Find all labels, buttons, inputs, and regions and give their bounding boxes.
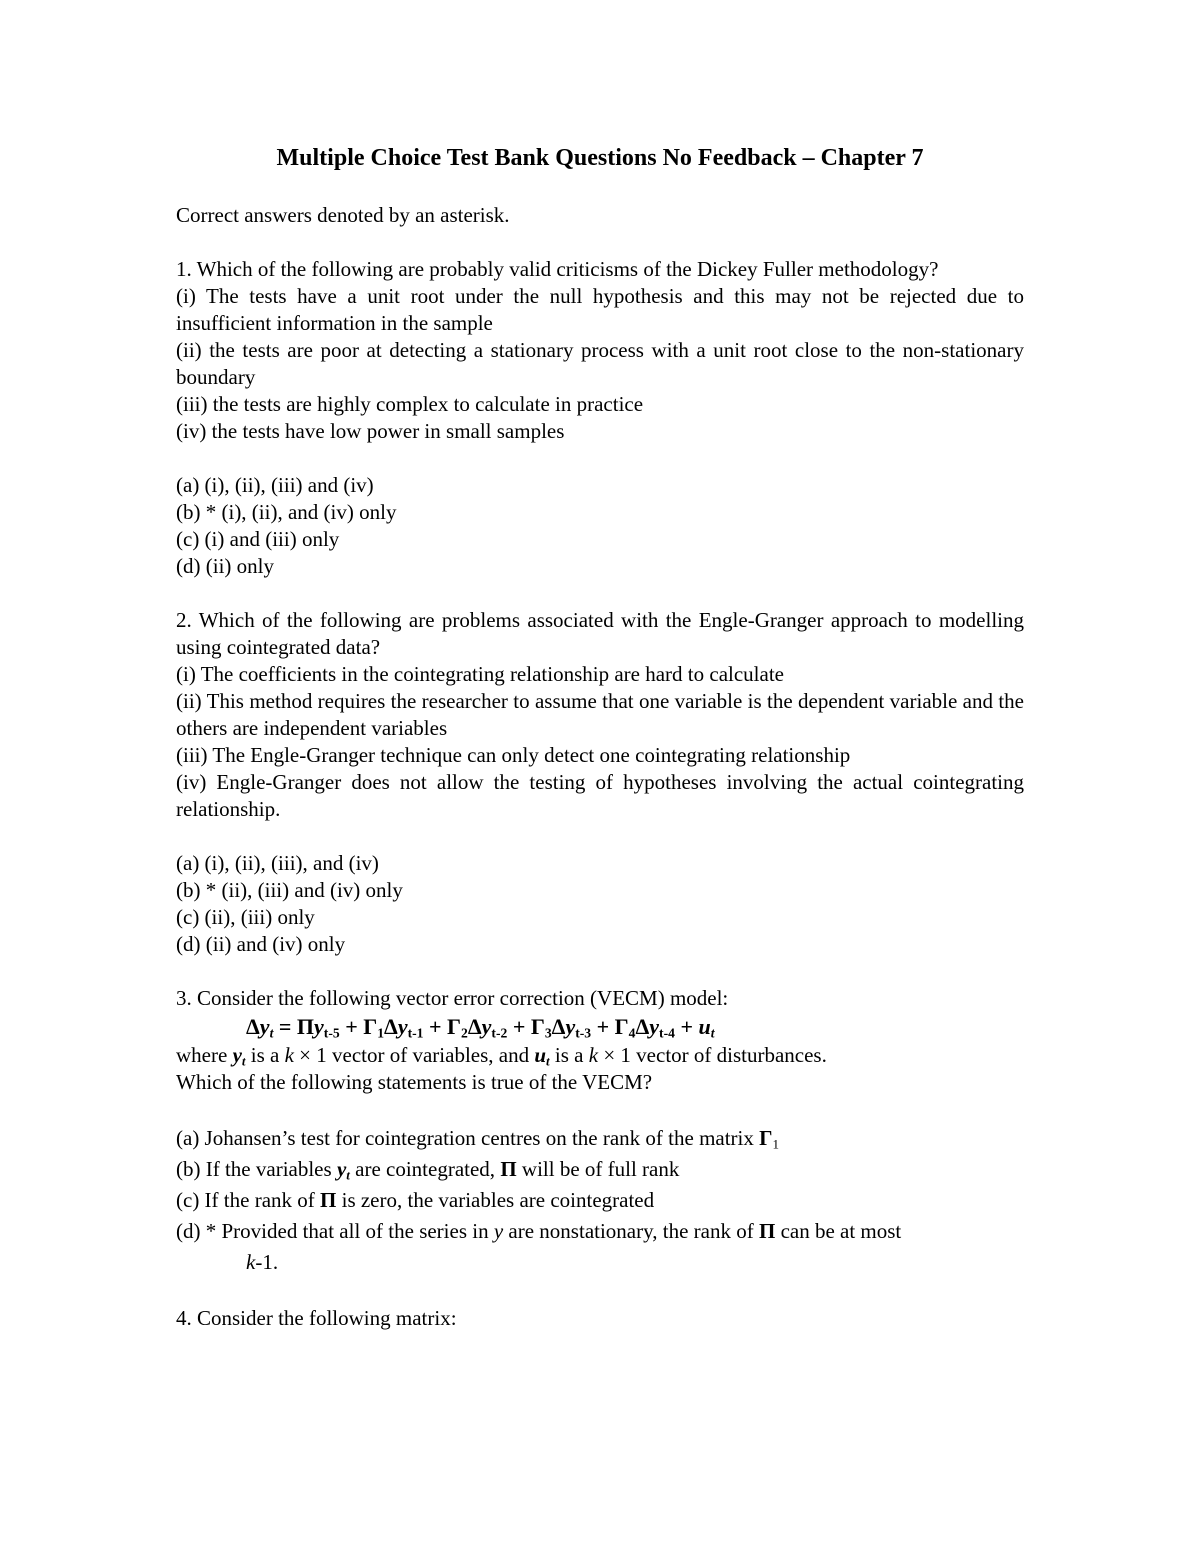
- option-b: [176, 1154, 1024, 1185]
- eq-delta: Δ: [551, 1014, 566, 1039]
- statement-item: (iii) the tests are highly complex to calculate in practice: [176, 392, 644, 416]
- sub-t: t: [241, 1053, 246, 1069]
- eq-sub-t: t: [269, 1025, 274, 1041]
- sub-t: t: [546, 1053, 550, 1069]
- option-text: will be of full rank: [516, 1157, 680, 1181]
- eq-y: y: [397, 1014, 408, 1039]
- option-text: are nonstationary, the rank of: [503, 1219, 759, 1243]
- option-text: (c) If the rank of: [176, 1188, 321, 1212]
- eq-sub-g4: 4: [628, 1025, 636, 1041]
- statement-item: (iii) The Engle-Granger technique can only detect one cointegrating relationship: [176, 743, 851, 767]
- eq-sub-g2: 2: [461, 1025, 468, 1041]
- eq-pi: Π: [296, 1014, 315, 1039]
- pi-symbol: Π: [758, 1219, 776, 1243]
- page-title: Multiple Choice Test Bank Questions No Feedback – Chapter 7: [276, 145, 924, 171]
- eq-delta: Δ: [635, 1014, 650, 1039]
- eq-sub-lag5: t-5: [323, 1025, 340, 1041]
- eq-plus: +: [591, 1014, 615, 1039]
- option-text: (a) Johansen’s test for cointegration centres on the rank of the matrix: [176, 1126, 760, 1150]
- statement-item: (iv) Engle-Granger does not allow the testing of hypotheses involving the actual cointegrating relationship.: [176, 770, 1024, 821]
- intro-text: Correct answers denoted by an asterisk.: [176, 203, 510, 227]
- eq-y: y: [314, 1014, 324, 1039]
- eq-u: u: [698, 1014, 711, 1039]
- eq-sub-g3: 3: [544, 1025, 552, 1041]
- statement-item: (iv) the tests have low power in small samples: [176, 419, 565, 443]
- y-vector: y: [336, 1157, 347, 1181]
- option-text: (d) * Provided that all of the series in: [176, 1219, 494, 1243]
- where-line: [176, 1042, 1024, 1069]
- pi-symbol: Π: [500, 1157, 517, 1181]
- y-vector: y: [232, 1043, 242, 1067]
- question-stem: 2. Which of the following are problems associated with the Engle-Granger approach to modelling using cointegrated data?: [176, 608, 1024, 659]
- eq-sub-g1: 1: [377, 1025, 385, 1041]
- option-text: -1.: [255, 1250, 279, 1274]
- eq-plus: +: [674, 1014, 699, 1039]
- eq-plus: +: [423, 1014, 448, 1039]
- answer-options: [176, 1123, 1024, 1278]
- k-symbol: k: [246, 1250, 256, 1274]
- option-c: (c) (i) and (iii) only: [176, 527, 340, 551]
- question-text: Which of the following statements is true of the VECM?: [176, 1070, 653, 1094]
- question-3: [176, 985, 1024, 1278]
- statement-item: (ii) This method requires the researcher to assume that one variable is the dependent variable and the others are independent variables: [176, 689, 1024, 740]
- eq-equals: =: [273, 1014, 297, 1039]
- where-text: where: [176, 1043, 233, 1067]
- eq-gamma: Γ: [363, 1014, 378, 1039]
- eq-y: y: [481, 1014, 492, 1039]
- document-content: [176, 140, 1024, 1332]
- eq-y: y: [649, 1014, 660, 1039]
- eq-plus: +: [507, 1014, 531, 1039]
- eq-gamma: Γ: [530, 1014, 545, 1039]
- eq-sub-lag3: t-3: [575, 1025, 592, 1041]
- statement-item: (i) The tests have a unit root under the null hypothesis and this may not be rejected due to insufficient information in the sample: [176, 284, 1024, 335]
- where-text: is a: [245, 1043, 285, 1067]
- option-c: (c) (ii), (iii) only: [176, 905, 315, 929]
- y-symbol: y: [493, 1219, 504, 1243]
- answer-options: [176, 850, 1024, 958]
- question-stem: 4. Consider the following matrix:: [176, 1306, 457, 1330]
- eq-gamma: Γ: [447, 1014, 462, 1039]
- option-a: (a) (i), (ii), (iii) and (iv): [176, 473, 374, 497]
- pi-symbol: Π: [320, 1188, 337, 1212]
- eq-delta: Δ: [384, 1014, 398, 1039]
- sub-1: 1: [772, 1136, 780, 1152]
- option-text: can be at most: [775, 1219, 902, 1243]
- question-2: [176, 607, 1024, 958]
- option-text: is zero, the variables are cointegrated: [336, 1188, 655, 1212]
- k-symbol: k: [588, 1043, 599, 1067]
- question-4: [176, 1305, 1024, 1332]
- eq-sub-t: t: [710, 1025, 715, 1041]
- where-text: is a: [549, 1043, 589, 1067]
- gamma-symbol: Γ: [759, 1126, 773, 1150]
- question-stem: 1. Which of the following are probably valid criticisms of the Dickey Fuller methodology?: [176, 257, 939, 281]
- answer-options: [176, 472, 1024, 580]
- option-a: (a) (i), (ii), (iii), and (iv): [176, 851, 379, 875]
- statement-item: (ii) the tests are poor at detecting a stationary process with a unit root close to the non-stationary boundary: [176, 338, 1024, 389]
- eq-y: y: [259, 1014, 270, 1039]
- statement-item: (i) The coefficients in the cointegrating relationship are hard to calculate: [176, 662, 784, 686]
- question-1: [176, 256, 1024, 580]
- k-symbol: k: [284, 1043, 294, 1067]
- eq-y: y: [565, 1014, 576, 1039]
- eq-gamma: Γ: [614, 1014, 629, 1039]
- eq-delta: Δ: [246, 1014, 260, 1039]
- option-text: are cointegrated,: [349, 1157, 501, 1181]
- option-text: (b) If the variables: [176, 1157, 337, 1181]
- option-b: (b) * (i), (ii), and (iv) only: [176, 500, 397, 524]
- eq-sub-lag2: t-2: [491, 1025, 508, 1041]
- eq-delta: Δ: [467, 1014, 482, 1039]
- u-vector: u: [534, 1043, 547, 1067]
- option-a: [176, 1123, 1024, 1154]
- vecm-equation: [176, 1012, 1024, 1042]
- option-b: (b) * (ii), (iii) and (iv) only: [176, 878, 403, 902]
- option-d-continued: [176, 1247, 1024, 1278]
- eq-sub-lag4: t-4: [659, 1025, 675, 1041]
- option-d: (d) (ii) and (iv) only: [176, 932, 346, 956]
- eq-plus: +: [339, 1014, 364, 1039]
- question-stem: 3. Consider the following vector error correction (VECM) model:: [176, 986, 729, 1010]
- sub-t: t: [346, 1167, 350, 1183]
- option-d: (d) (ii) only: [176, 554, 274, 578]
- where-text: × 1 vector of variables, and: [293, 1043, 535, 1067]
- where-text: × 1 vector of disturbances.: [598, 1043, 827, 1067]
- option-c: [176, 1185, 1024, 1216]
- option-d: [176, 1216, 1024, 1247]
- eq-sub-lag1: t-1: [407, 1025, 424, 1041]
